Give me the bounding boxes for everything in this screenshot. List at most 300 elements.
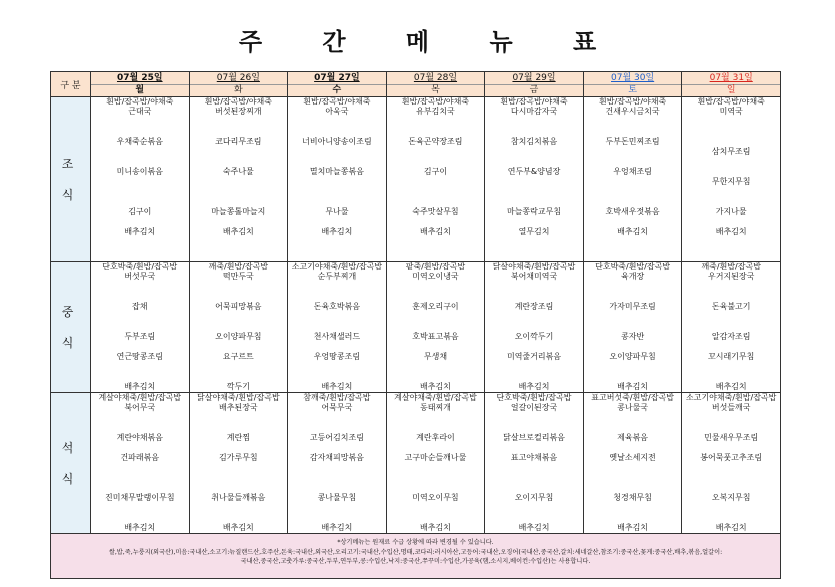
- menu-item: 흰밥/잡곡밥/야채죽: [598, 97, 667, 106]
- menu-item: [584, 312, 682, 322]
- menu-item: 가지나물: [715, 207, 747, 216]
- menu-item: [485, 362, 583, 372]
- menu-cell: [386, 97, 485, 262]
- menu-item: 흰밥/잡곡밥/야채죽: [303, 97, 371, 106]
- menu-cell: [583, 393, 682, 534]
- date-label: 07월 29일: [512, 72, 556, 83]
- menu-item: 단호박죽/흰밥/잡곡밥: [102, 262, 178, 271]
- menu-item: [682, 187, 780, 197]
- menu-item: [584, 282, 682, 292]
- menu-cell: [485, 262, 584, 393]
- menu-item: [288, 483, 386, 493]
- menu-item: 육개장: [621, 272, 645, 281]
- origin-line: 쌀,밥,죽,누룽지(외국산),미음:국내산,소고기:뉴질랜드산,호주산,돈육:국내산,외국산,오리고기:국내산,수입산,명태,코다리:러시아산,고등어:국내산,오징어(국내산,중국산,갈치:세네갈산,참조기:중국산,꽃게:중국산,배추,볶음,얼갈이:: [108, 548, 723, 556]
- date-header-row: [51, 72, 781, 97]
- menu-item: [485, 322, 583, 332]
- menu-item: [387, 322, 485, 332]
- menu-item: 계살야채죽/흰밥/잡곡밥: [394, 393, 477, 402]
- menu-item: [91, 473, 189, 483]
- menu-item: 배추김치: [321, 382, 353, 391]
- menu-item: [190, 413, 288, 423]
- menu-item: [91, 362, 189, 372]
- menu-item: 소고기야채죽/흰밥/잡곡밥: [685, 393, 777, 402]
- menu-item: [584, 503, 682, 513]
- menu-item: [190, 503, 288, 513]
- menu-item: [387, 282, 485, 292]
- menu-item: 오이지무침: [514, 493, 554, 502]
- menu-item: 소고기야채죽/흰밥/잡곡밥: [291, 262, 383, 271]
- menu-item: 마늘쫑톨마늘지: [211, 207, 266, 216]
- menu-item: [584, 292, 682, 302]
- menu-item: [190, 312, 288, 322]
- menu-item: [485, 423, 583, 433]
- menu-item: 표고야채볶음: [510, 453, 558, 462]
- date-label: 07월 25일: [116, 72, 163, 83]
- menu-item: [288, 177, 386, 187]
- menu-item: [190, 443, 288, 453]
- menu-item: [190, 463, 288, 473]
- menu-item: 봉어묵풋고추조림: [700, 453, 763, 462]
- menu-item: 배추김치: [617, 382, 649, 391]
- menu-item: 멸치마늘쫑볶음: [309, 167, 364, 176]
- menu-item: 참깨죽/흰밥/잡곡밥: [303, 393, 371, 402]
- menu-item: [387, 177, 485, 187]
- meal-label: [51, 262, 91, 393]
- menu-item: 민물새우무조림: [704, 433, 759, 442]
- menu-item: [91, 127, 189, 137]
- menu-item: [190, 197, 288, 207]
- menu-item: [387, 362, 485, 372]
- menu-item: [584, 443, 682, 453]
- menu-item: 미역오이냉국: [412, 272, 459, 281]
- menu-item: 돈육불고기: [711, 302, 751, 311]
- menu-item: [485, 483, 583, 493]
- menu-item: [387, 503, 485, 513]
- menu-item: [190, 282, 288, 292]
- menu-item: [682, 312, 780, 322]
- day-header: [288, 72, 387, 97]
- menu-item: 배추김치: [321, 227, 353, 236]
- menu-item: 미역줄거리볶음: [506, 352, 562, 361]
- menu-item: 얼갈이된장국: [510, 403, 558, 412]
- menu-item: 두부돈민찌조림: [605, 137, 660, 146]
- menu-item: 팥죽/흰밥/잡곡밥: [405, 262, 466, 271]
- menu-item: [682, 463, 780, 473]
- menu-item: 고구마순들깨나물: [404, 453, 467, 462]
- menu-item: [288, 473, 386, 483]
- menu-item: 흰밥/잡곡밥/야채죽: [204, 97, 272, 106]
- menu-cell: [91, 97, 190, 262]
- menu-item: 제육볶음: [617, 433, 649, 442]
- menu-item: 북어무국: [124, 403, 156, 412]
- weekly-menu-table: [50, 71, 781, 579]
- menu-item: 청경채무침: [613, 493, 652, 502]
- menu-item: 진미채무말랭이무침: [105, 493, 175, 502]
- menu-item: [288, 147, 386, 157]
- menu-item: 무나물: [325, 207, 349, 216]
- menu-item: 무생채: [423, 352, 448, 361]
- menu-item: [288, 322, 386, 332]
- menu-item: 우엉땅콩조림: [313, 352, 361, 361]
- meal-label-char: 식: [61, 336, 80, 350]
- menu-cell: [682, 97, 781, 262]
- weekday-label: 일: [682, 84, 780, 96]
- menu-item: 오이깍두기: [514, 332, 554, 341]
- menu-item: 다시마감자국: [510, 107, 558, 116]
- menu-item: [584, 127, 682, 137]
- menu-item: 계살야채죽/흰밥/잡곡밥: [98, 393, 182, 402]
- menu-item: 계란야채볶음: [116, 433, 163, 442]
- date-label: 07월 31일: [709, 72, 753, 83]
- menu-item: [584, 147, 682, 157]
- menu-item: 콩나물무침: [317, 493, 357, 502]
- menu-item: 우엉채조림: [613, 167, 652, 176]
- meal-row: [51, 262, 781, 393]
- menu-item: 배추김치: [715, 382, 747, 391]
- menu-item: [288, 362, 386, 372]
- menu-cell: [386, 393, 485, 534]
- menu-item: 흰밥/잡곡밥/야채죽: [500, 97, 568, 106]
- menu-item: [190, 177, 288, 187]
- weekday-label: 수: [288, 84, 386, 96]
- menu-item: 김구이: [423, 167, 448, 176]
- menu-item: 오이양파무침: [609, 352, 656, 361]
- menu-item: 가자미무조림: [609, 302, 656, 311]
- menu-cell: [682, 262, 781, 393]
- menu-item: 꼬시래기무침: [708, 352, 755, 361]
- menu-item: 배추김치: [124, 523, 156, 532]
- meal-label: [51, 97, 91, 262]
- menu-item: [584, 483, 682, 493]
- menu-item: [288, 217, 386, 227]
- menu-item: 배추김치: [124, 227, 156, 236]
- menu-item: [91, 423, 189, 433]
- menu-item: [584, 413, 682, 423]
- menu-item: 버섯무국: [124, 272, 156, 281]
- menu-item: [682, 503, 780, 513]
- menu-item: [91, 483, 189, 493]
- weekday-label: 월: [91, 84, 189, 96]
- menu-cell: [189, 393, 288, 534]
- menu-item: [485, 187, 583, 197]
- day-header: [386, 72, 485, 97]
- menu-item: [584, 473, 682, 483]
- menu-cell: [583, 262, 682, 393]
- menu-item: [288, 463, 386, 473]
- menu-cell: [386, 262, 485, 393]
- menu-item: 마늘쫑락교무침: [506, 207, 562, 216]
- menu-item: [387, 157, 485, 167]
- menu-item: 배추김치: [124, 382, 156, 391]
- menu-item: [485, 147, 583, 157]
- menu-item: [387, 513, 485, 523]
- menu-item: 배추김치: [518, 382, 550, 391]
- menu-item: [682, 342, 780, 352]
- menu-item: [91, 157, 189, 167]
- menu-item: [485, 463, 583, 473]
- menu-item: [190, 187, 288, 197]
- menu-item: [682, 513, 780, 523]
- menu-item: [190, 342, 288, 352]
- menu-item: [682, 473, 780, 483]
- menu-item: [91, 322, 189, 332]
- menu-item: 미역국: [719, 107, 743, 116]
- menu-item: 옛날소세지전: [609, 453, 656, 462]
- menu-item: [288, 513, 386, 523]
- menu-item: [584, 177, 682, 187]
- menu-item: [682, 322, 780, 332]
- menu-item: 버섯된장찌개: [215, 107, 262, 116]
- date-label: 07월 27일: [314, 72, 360, 83]
- menu-item: [485, 413, 583, 423]
- date-label: 07월 26일: [216, 72, 260, 83]
- menu-item: 미역오이무침: [412, 493, 459, 502]
- menu-item: [584, 197, 682, 207]
- menu-item: 깨죽/흰밥/잡곡밥: [208, 262, 269, 271]
- menu-item: [485, 473, 583, 483]
- menu-item: [91, 282, 189, 292]
- menu-item: [485, 282, 583, 292]
- menu-item: [485, 513, 583, 523]
- menu-item: [682, 292, 780, 302]
- menu-item: [91, 292, 189, 302]
- weekday-label: 토: [584, 84, 682, 96]
- menu-item: [387, 117, 485, 127]
- menu-item: [190, 513, 288, 523]
- menu-item: [190, 127, 288, 137]
- menu-cell: [91, 262, 190, 393]
- menu-item: 천사채샐러드: [313, 332, 361, 341]
- menu-item: [485, 443, 583, 453]
- menu-item: 닭살야채죽/흰밥/잡곡밥: [492, 262, 576, 271]
- menu-item: 미니송이볶음: [116, 167, 163, 176]
- menu-item: [91, 197, 189, 207]
- menu-item: [91, 513, 189, 523]
- day-header: [485, 72, 584, 97]
- menu-item: [91, 312, 189, 322]
- menu-item: 참치김치볶음: [510, 137, 558, 146]
- menu-item: [91, 342, 189, 352]
- menu-item: [387, 292, 485, 302]
- day-header: [583, 72, 682, 97]
- menu-item: 표고버섯죽/흰밥/잡곡밥: [591, 393, 674, 402]
- menu-item: [288, 312, 386, 322]
- menu-item: [682, 157, 780, 167]
- meal-label: [51, 393, 91, 534]
- menu-item: [91, 177, 189, 187]
- menu-item: [288, 443, 386, 453]
- menu-cell: [189, 97, 288, 262]
- menu-item: 북어채미역국: [510, 272, 558, 281]
- menu-item: [190, 322, 288, 332]
- menu-item: 흰밥/잡곡밥/야채죽: [401, 97, 470, 106]
- menu-item: [485, 177, 583, 187]
- menu-item: [584, 372, 682, 382]
- menu-item: 요구르트: [222, 352, 254, 361]
- menu-cell: [485, 393, 584, 534]
- menu-cell: [485, 97, 584, 262]
- menu-item: [190, 117, 288, 127]
- menu-item: 계란장조림: [514, 302, 554, 311]
- menu-cell: [583, 97, 682, 262]
- menu-cell: [288, 97, 387, 262]
- menu-item: [584, 342, 682, 352]
- menu-item: [682, 117, 780, 127]
- menu-item: [485, 503, 583, 513]
- menu-item: 단호박죽/흰밥/잡곡밥: [595, 262, 671, 271]
- menu-item: 오이양파무침: [215, 332, 262, 341]
- menu-item: 호박표고볶음: [412, 332, 459, 341]
- menu-item: [288, 117, 386, 127]
- menu-item: [91, 217, 189, 227]
- meal-row: [51, 97, 781, 262]
- page-title: 주 간 메 뉴 표: [238, 28, 623, 56]
- menu-item: [682, 413, 780, 423]
- menu-cell: [288, 393, 387, 534]
- menu-item: 건파래볶음: [120, 453, 160, 462]
- meal-label-char: 식: [61, 188, 80, 202]
- menu-item: 동태찌개: [420, 403, 451, 412]
- meal-label-char: 식: [61, 472, 80, 486]
- menu-item: 호박새우젓볶음: [605, 207, 660, 216]
- menu-item: [584, 157, 682, 167]
- menu-item: 계란찜: [226, 433, 250, 442]
- menu-item: [190, 473, 288, 483]
- menu-item: [288, 423, 386, 433]
- menu-item: [190, 157, 288, 167]
- menu-item: [190, 362, 288, 372]
- menu-item: [387, 483, 485, 493]
- menu-item: 깨죽/흰밥/잡곡밥: [701, 262, 761, 271]
- menu-item: 숙주나물: [222, 167, 254, 176]
- menu-item: 돈육호박볶음: [313, 302, 361, 311]
- menu-item: 연두부&양념장: [507, 167, 561, 176]
- notice-line: *상기메뉴는 원재료 수급 상황에 따라 변경될 수 있습니다.: [337, 539, 494, 546]
- menu-item: 열무김치: [518, 227, 550, 236]
- menu-item: 닭살브로컬리볶음: [503, 433, 565, 442]
- menu-item: 우채죽순볶음: [116, 137, 163, 146]
- weekday-label: 목: [387, 84, 485, 96]
- menu-item: 너비아니양송이조림: [302, 137, 372, 146]
- menu-item: [387, 147, 485, 157]
- menu-item: [485, 197, 583, 207]
- menu-item: [682, 372, 780, 382]
- menu-item: 배추김치: [321, 523, 353, 532]
- menu-item: [288, 157, 386, 167]
- menu-item: [288, 187, 386, 197]
- menu-item: [584, 423, 682, 433]
- menu-item: 배추김치: [420, 523, 451, 532]
- menu-item: [682, 362, 780, 372]
- menu-item: [682, 217, 780, 227]
- menu-item: 콩나물국: [617, 403, 649, 412]
- menu-item: [485, 127, 583, 137]
- date-label: 07월 30일: [611, 72, 655, 83]
- menu-item: [682, 127, 780, 137]
- menu-item: 근대국: [128, 107, 152, 116]
- menu-item: [584, 217, 682, 227]
- menu-item: [288, 372, 386, 382]
- menu-item: 단호박죽/흰밥/잡곡밥: [496, 393, 572, 402]
- menu-item: [387, 473, 485, 483]
- menu-item: [288, 282, 386, 292]
- weekday-label: 금: [485, 84, 583, 96]
- menu-item: 배추김치: [222, 523, 254, 532]
- menu-item: [485, 157, 583, 167]
- menu-item: [387, 342, 485, 352]
- menu-item: [584, 322, 682, 332]
- menu-item: [485, 217, 583, 227]
- menu-item: 감자채피망볶음: [309, 453, 364, 462]
- menu-item: 배추김치: [617, 227, 649, 236]
- meal-label-char: 석: [61, 441, 80, 455]
- menu-item: [682, 443, 780, 453]
- weekday-label: 화: [190, 84, 288, 96]
- menu-item: 어묵피망볶음: [215, 302, 262, 311]
- menu-item: 김구이: [128, 207, 152, 216]
- menu-item: [584, 117, 682, 127]
- day-header: [91, 72, 190, 97]
- menu-item: 배추김치: [420, 382, 451, 391]
- menu-item: 버섯들깨국: [711, 403, 751, 412]
- menu-item: [288, 503, 386, 513]
- origin-line: 국내산,중국산,고춧가루:중국산,두부,연두부,콩:수입산,낙지:중국산,쭈꾸미:수입산,가공육(햄,소시지,베이컨:수입산)는 사용합니다.: [240, 558, 591, 565]
- menu-item: [288, 292, 386, 302]
- meal-row: [51, 393, 781, 534]
- menu-item: [190, 483, 288, 493]
- day-header: [682, 72, 781, 97]
- menu-item: [190, 147, 288, 157]
- menu-item: [91, 463, 189, 473]
- menu-item: [91, 187, 189, 197]
- menu-item: [190, 372, 288, 382]
- menu-item: 배추김치: [518, 523, 550, 532]
- menu-item: [387, 372, 485, 382]
- menu-item: [387, 217, 485, 227]
- menu-item: [288, 413, 386, 423]
- menu-item: 계란후라이: [416, 433, 455, 442]
- menu-item: [387, 312, 485, 322]
- menu-item: 흰밥/잡곡밥/야채죽: [106, 97, 174, 106]
- menu-cell: [682, 393, 781, 534]
- day-header: [189, 72, 288, 97]
- menu-item: 우거지된장국: [708, 272, 755, 281]
- date-label: 07월 28일: [413, 72, 458, 83]
- menu-item: [91, 443, 189, 453]
- menu-item: 삼치무조림: [711, 147, 751, 156]
- menu-item: 닭살야채죽/흰밥/잡곡밥: [197, 393, 280, 402]
- menu-item: 잡채: [132, 302, 148, 311]
- menu-item: 알감자조림: [711, 332, 751, 341]
- menu-item: [91, 117, 189, 127]
- menu-item: [91, 147, 189, 157]
- menu-item: [584, 187, 682, 197]
- menu-item: 흰밥/잡곡밥/야채죽: [697, 97, 765, 106]
- menu-item: [387, 423, 485, 433]
- menu-item: [288, 127, 386, 137]
- menu-item: [387, 413, 485, 423]
- menu-item: 돈육곤약장조림: [408, 137, 463, 146]
- menu-item: 배추김치: [420, 227, 451, 236]
- category-header: 구 분: [51, 72, 91, 97]
- notice-box: [51, 534, 781, 579]
- menu-item: [387, 443, 485, 453]
- menu-item: [387, 463, 485, 473]
- menu-item: [190, 423, 288, 433]
- menu-item: 취나물들깨볶음: [211, 493, 266, 502]
- menu-item: [485, 342, 583, 352]
- menu-item: [682, 282, 780, 292]
